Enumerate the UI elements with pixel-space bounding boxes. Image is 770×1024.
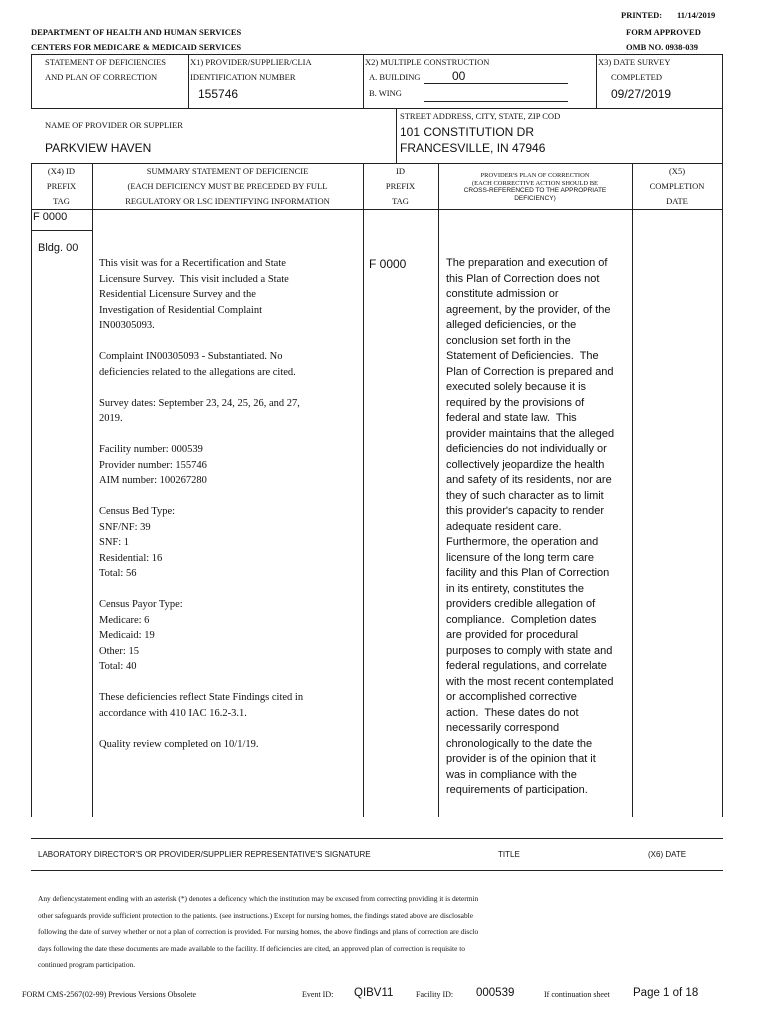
x5-header-1: (X5) (668, 166, 686, 176)
x4-header-3: TAG (53, 196, 70, 206)
city-state-zip-value: FRANCESVILLE, IN 47946 (400, 141, 546, 155)
date-survey-label: X3) DATE SURVEY (598, 57, 671, 67)
rule (596, 54, 597, 108)
page-number: Page 1 of 18 (633, 987, 699, 999)
wing-label: B. WING (369, 88, 402, 98)
provider-id-value: 155746 (198, 87, 239, 101)
date-survey-label-2: COMPLETED (611, 72, 662, 82)
building-underline (424, 83, 568, 84)
x5-header-3: DATE (666, 196, 688, 206)
plan-of-correction: The preparation and execution of this Plan of Correction does not constitute admission or agreement, by the provider, of the alleged deficiencies, or the conclusion set forth in the Statement of Deficiencies. The Plan of Correction is prepared and executed solely because it is required by the provisions of federal and state law. This provider maintains that the alleged deficiencies do not individually or collectively jeopardize the health and safety of its residents, nor are they of such character as to limit this provider's capacity to render adequate resident care. Furthermore, the operation and licensure of the long term care facility and this Plan of Correction in its entirety, constitutes the providers credible allegation of compliance. Completion dates are provided for procedural purposes to comply with state and federal regulations, and correlate with the most recent contemplated or accomplished corrective action. These dates do not necessarily correspond chronologically to the date the provider is of the opinion that it was in compliance with the requirements of participation. (446, 257, 615, 796)
rule (363, 54, 364, 108)
rule (31, 163, 723, 164)
summary-header-3: REGULATORY OR LSC IDENTIFYING INFORMATION (125, 196, 330, 206)
rule (31, 870, 723, 871)
facility-id-value: 000539 (476, 987, 515, 999)
x4-header-1: (X4) ID (47, 166, 76, 176)
building-label: A. BUILDING (369, 72, 421, 82)
facility-id-label: Facility ID: (416, 990, 454, 999)
rule (31, 54, 723, 55)
signature-label: LABORATORY DIRECTOR'S OR PROVIDER/SUPPLIER REPRESENTATIVE'S SIGNATURE (38, 850, 371, 859)
rule (188, 54, 189, 108)
rule (632, 163, 633, 817)
rule (31, 230, 92, 231)
form-number: FORM CMS-2567(02-99) Previous Versions Obsolete (22, 990, 197, 999)
rule (722, 54, 723, 163)
street-address-value: 101 CONSTITUTION DR (400, 125, 535, 139)
form-approved: FORM APPROVED (626, 27, 701, 37)
printed-date: 11/14/2019 (677, 10, 716, 20)
x6-date-label: (X6) DATE (648, 850, 687, 859)
plan-header-1: PROVIDER'S PLAN OF CORRECTION (480, 172, 590, 179)
id-header-2: PREFIX (385, 181, 416, 191)
rule (31, 838, 723, 839)
street-address-label: STREET ADDRESS, CITY, STATE, ZIP COD (400, 111, 561, 121)
plan-header-2: (EACH CORRECTIVE ACTION SHOULD BE (471, 179, 599, 187)
plan-header-3: CROSS-REFERENCED TO THE APPROPRIATE (463, 187, 607, 194)
summary-header-1: SUMMARY STATEMENT OF DEFICIENCIE (146, 166, 309, 176)
provider-id-label-2: IDENTIFICATION NUMBER (190, 72, 296, 82)
rule (31, 108, 723, 109)
department-title: DEPARTMENT OF HEALTH AND HUMAN SERVICES (31, 27, 242, 37)
multiple-construction-label: X2) MULTIPLE CONSTRUCTION (365, 57, 490, 67)
x5-header-2: COMPLETION (649, 181, 705, 191)
continuation-label: If continuation sheet (544, 990, 610, 999)
event-id-label: Event ID: (302, 990, 334, 999)
rule (31, 209, 723, 210)
id-header-3: TAG (392, 196, 409, 206)
tag-left: F 0000 (33, 211, 68, 223)
rule (438, 163, 439, 817)
provider-id-label: X1) PROVIDER/SUPPLIER/CLIA (190, 57, 312, 67)
building-value: 00 (452, 69, 466, 83)
provider-name-label: NAME OF PROVIDER OR SUPPLIER (45, 120, 183, 130)
rule (92, 163, 93, 817)
plan-header-4: DEFICIENCY) (514, 194, 556, 202)
x4-header-2: PREFIX (46, 181, 77, 191)
tag-right: F 0000 (369, 257, 407, 271)
centers-title: CENTERS FOR MEDICARE & MEDICAID SERVICES (31, 42, 242, 52)
printed-label: PRINTED: (621, 10, 663, 20)
summary-header-2: (EACH DEFICIENCY MUST BE PRECEDED BY FULL (127, 181, 328, 191)
rule (31, 54, 32, 108)
statement-label-2: AND PLAN OF CORRECTION (45, 72, 158, 82)
summary-statement: This visit was for a Recertification and State Licensure Survey. This visit included a State Residential Licensure Survey and the Investigation of Residential Complaint IN00305093. Complaint IN00305093 - Substantiated. No deficiencies related to the allegations are cited. Survey dates: September 23, 24, 25, 26, and 27, 2019. Facility number: 000539 Provider number: 155746 AIM number: 100267280 Census Bed Type: SNF/NF: 39 SNF: 1 Residential: 16 Total: 56 Census Payor Type: Medicare: 6 Medicaid: 19 Other: 15 Total: 40 These deficiencies reflect State Findings cited in accordance with 410 IAC 16.2-3.1. Quality review completed on 10/1/19. (99, 258, 304, 750)
event-id-value: QIBV11 (354, 987, 394, 999)
plan-header (438, 172, 632, 202)
rule (363, 163, 364, 817)
id-header-1: ID (396, 166, 405, 176)
rule (722, 163, 723, 817)
rule (396, 108, 397, 163)
statement-label: STATEMENT OF DEFICIENCIES (45, 57, 167, 67)
building-tag: Bldg. 00 (38, 242, 79, 254)
rule (31, 163, 32, 817)
wing-underline (424, 101, 568, 102)
deficiency-footnote: Any defiencystatement ending with an asterisk (*) denotes a deficency which the institution may be excused from correcting providing it is determin other safeguards provide sufficient protection to the patients. (see instructions.) Except for nursing homes, the findings stated above are disclosable following the date of survey whether or not a plan of correction is provided. For nursing homes, the above findings and plans of correction are disclo days following the date these documents are made available to the facility. If deficiencies are cited, an approved plan of correction is requisite to continued program participation. (38, 894, 479, 969)
title-label: TITLE (498, 850, 520, 859)
date-survey-value: 09/27/2019 (611, 87, 672, 101)
omb-number: OMB NO. 0938-039 (626, 42, 699, 52)
provider-name-value: PARKVIEW HAVEN (45, 141, 152, 155)
